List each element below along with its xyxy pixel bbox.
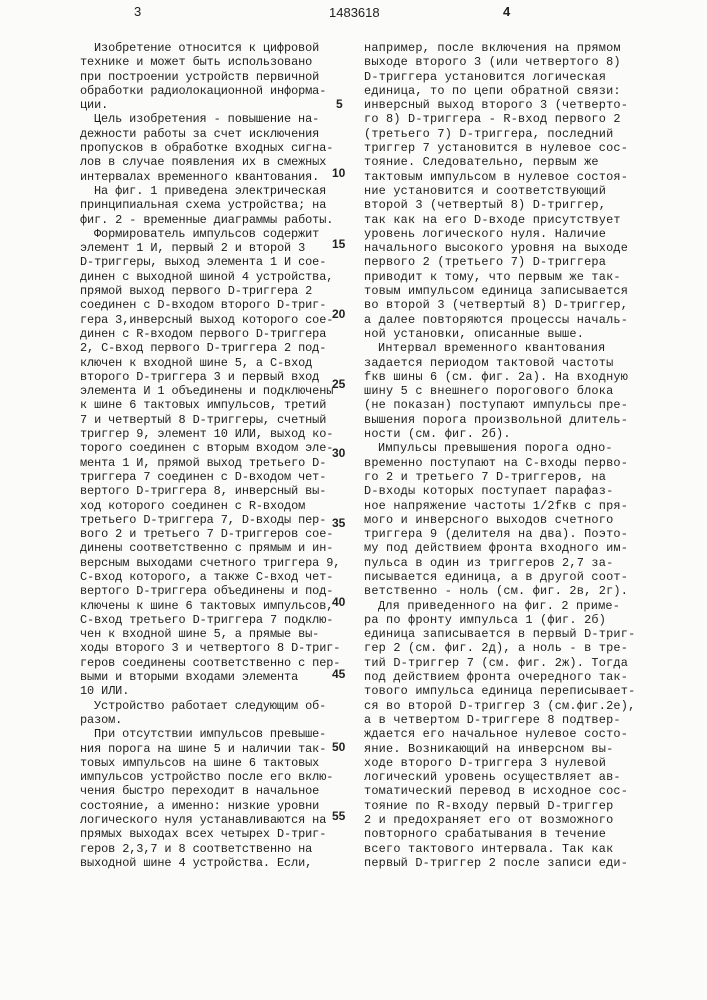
text-line: принципиальная схема устройства; на bbox=[80, 198, 340, 212]
text-line: инверсный выход второго 3 (четверто- bbox=[364, 98, 635, 112]
text-line: торого соединен с вторым входом эле- bbox=[80, 441, 340, 455]
text-line: а далее повторяются процессы началь- bbox=[364, 313, 635, 327]
text-line: триггера 7 соединен с D-входом чет- bbox=[80, 470, 340, 484]
text-line: При отсутствии импульсов превыше- bbox=[80, 727, 340, 741]
text-line: третьего D-триггера 7, D-входы пер- bbox=[80, 513, 340, 527]
text-line: второй 3 (четвертый 8) D-триггер, bbox=[364, 198, 635, 212]
text-line: второго D-триггера 3 и первый вход bbox=[80, 370, 340, 384]
line-number: 5 bbox=[336, 97, 343, 111]
text-line: шину 5 с внешнего порогового блока bbox=[364, 384, 635, 398]
text-line: вертого D-триггера объединены и под- bbox=[80, 584, 340, 598]
text-line: элемент 1 И, первый 2 и второй 3 bbox=[80, 241, 340, 255]
right-text-column bbox=[364, 41, 635, 870]
text-line: триггер 9, элемент 10 ИЛИ, выход ко- bbox=[80, 427, 340, 441]
text-line: обработки радиолокационной информа- bbox=[80, 84, 340, 98]
text-line: при построении устройств первичной bbox=[80, 70, 340, 84]
text-line: 2, С-вход первого D-триггера 2 под- bbox=[80, 341, 340, 355]
text-line: Изобретение относится к цифровой bbox=[80, 41, 340, 55]
text-line: ключены к шине 6 тактовых импульсов, bbox=[80, 599, 340, 613]
patent-number: 1483618 bbox=[329, 5, 380, 20]
text-line: С-вход третьего D-триггера 7 подклю- bbox=[80, 613, 340, 627]
text-line: товых импульсов на шине 6 тактовых bbox=[80, 756, 340, 770]
text-line: всего тактового интервала. Так как bbox=[364, 842, 635, 856]
text-line: С-вход которого, а также С-вход чет- bbox=[80, 570, 340, 584]
line-number: 35 bbox=[332, 516, 345, 530]
text-line: мого и инверсного выходов счетного bbox=[364, 513, 635, 527]
text-line: первого 2 (третьего 7) D-триггера bbox=[364, 255, 635, 269]
text-line: выходной шине 4 устройства. Если, bbox=[80, 856, 340, 870]
text-line: ветственно - ноль (см. фиг. 2в, 2г). bbox=[364, 584, 635, 598]
text-line: пульса в один из триггеров 2,7 за- bbox=[364, 556, 635, 570]
left-text-column bbox=[80, 41, 340, 870]
text-line: лов в случае появления их в смежных bbox=[80, 155, 340, 169]
text-line: прямой выход первого D-триггера 2 bbox=[80, 284, 340, 298]
text-line: так как на его D-входе присутствует bbox=[364, 213, 635, 227]
text-line: динены соответственно с прямым и ин- bbox=[80, 541, 340, 555]
text-line: мента 1 И, прямой выход третьего D- bbox=[80, 456, 340, 470]
text-line: технике и может быть использовано bbox=[80, 55, 340, 69]
text-line: ние установится и соответствующий bbox=[364, 184, 635, 198]
text-line: ход которого соединен с R-входом bbox=[80, 499, 340, 513]
text-line: тактовым импульсом в нулевое состоя- bbox=[364, 170, 635, 184]
text-line: На фиг. 1 приведена электрическая bbox=[80, 184, 340, 198]
text-line: D-входы которых поступает парафаз- bbox=[364, 484, 635, 498]
text-line: логического нуля устанавливаются на bbox=[80, 813, 340, 827]
text-line: ходы второго 3 и четвертого 8 D-триг- bbox=[80, 641, 340, 655]
line-number: 25 bbox=[332, 377, 345, 391]
text-line: Цель изобретения - повышение на- bbox=[80, 112, 340, 126]
line-number: 40 bbox=[332, 595, 345, 609]
line-number: 15 bbox=[332, 237, 345, 251]
text-line: fкв шины 6 (см. фиг. 2а). На входную bbox=[364, 370, 635, 384]
text-line: единица, то по цепи обратной связи: bbox=[364, 84, 635, 98]
text-line: Устройство работает следующим об- bbox=[80, 699, 340, 713]
text-line: дежности работы за счет исключения bbox=[80, 127, 340, 141]
text-line: первый D-триггер 2 после записи еди- bbox=[364, 856, 635, 870]
text-line: динен с выходной шиной 4 устройства, bbox=[80, 270, 340, 284]
text-line: тового импульса единица переписывает- bbox=[364, 684, 635, 698]
line-number: 45 bbox=[332, 667, 345, 681]
text-line: ключен к входной шине 5, а С-вход bbox=[80, 356, 340, 370]
text-line: вертого D-триггера 8, инверсный вы- bbox=[80, 484, 340, 498]
text-line: приводит к тому, что первым же так- bbox=[364, 270, 635, 284]
text-line: 10 ИЛИ. bbox=[80, 684, 340, 698]
text-line: уровень логического нуля. Наличие bbox=[364, 227, 635, 241]
line-number: 55 bbox=[332, 809, 345, 823]
left-page-number: 3 bbox=[134, 4, 141, 19]
text-line: писывается единица, а в другой соот- bbox=[364, 570, 635, 584]
text-line: к шине 6 тактовых импульсов, третий bbox=[80, 398, 340, 412]
text-line: ной установки, описанные выше. bbox=[364, 327, 635, 341]
text-line: временно поступают на С-входы перво- bbox=[364, 456, 635, 470]
text-line: выходе второго 3 (или четвертого 8) bbox=[364, 55, 635, 69]
text-line: логический уровень осуществляет ав- bbox=[364, 770, 635, 784]
text-line: тий D-триггер 7 (см. фиг. 2ж). Тогда bbox=[364, 656, 635, 670]
text-line: динен с R-входом первого D-триггера bbox=[80, 327, 340, 341]
text-line: геров соединены соответственно с пер- bbox=[80, 656, 340, 670]
text-line: Интервал временного квантования bbox=[364, 341, 635, 355]
right-page-number: 4 bbox=[503, 4, 510, 19]
text-line: 2 и предохраняет его от возможного bbox=[364, 813, 635, 827]
text-line: под действием фронта очередного так- bbox=[364, 670, 635, 684]
text-line: разом. bbox=[80, 713, 340, 727]
text-line: Для приведенного на фиг. 2 приме- bbox=[364, 599, 635, 613]
text-line: ния порога на шине 5 и наличии так- bbox=[80, 742, 340, 756]
text-line: ся во второй D-триггер 3 (см.фиг.2е), bbox=[364, 699, 635, 713]
text-line: состояние, а именно: низкие уровни bbox=[80, 799, 340, 813]
text-line: D-триггера установится логическая bbox=[364, 70, 635, 84]
text-line: задается периодом тактовой частоты bbox=[364, 356, 635, 370]
text-line: (третьего 7) D-триггера, последний bbox=[364, 127, 635, 141]
text-line: например, после включения на прямом bbox=[364, 41, 635, 55]
text-line: го 2 и третьего 7 D-триггеров, на bbox=[364, 470, 635, 484]
text-line: элемента И 1 объединены и подключены bbox=[80, 384, 340, 398]
text-line: вышения порога произвольной длитель- bbox=[364, 413, 635, 427]
text-line: гер 2 (см. фиг. 2д), а ноль - в тре- bbox=[364, 641, 635, 655]
text-line: чения быстро переходит в начальное bbox=[80, 784, 340, 798]
line-number: 50 bbox=[332, 740, 345, 754]
text-line: гера 3,инверсный выход которого сое- bbox=[80, 313, 340, 327]
text-line: тояние по R-входу первый D-триггер bbox=[364, 799, 635, 813]
text-line: начального высокого уровня на выходе bbox=[364, 241, 635, 255]
text-line: D-триггеры, выход элемента 1 И сое- bbox=[80, 255, 340, 269]
text-line: триггер 7 установится в нулевое сос- bbox=[364, 141, 635, 155]
text-line: яние. Возникающий на инверсном вы- bbox=[364, 742, 635, 756]
text-line: го 8) D-триггера - R-вход первого 2 bbox=[364, 112, 635, 126]
text-line: интервалах временного квантования. bbox=[80, 170, 340, 184]
text-line: импульсов устройство после его вклю- bbox=[80, 770, 340, 784]
text-line: ности (см. фиг. 2б). bbox=[364, 427, 635, 441]
text-line: выми и вторыми входами элемента bbox=[80, 670, 340, 684]
text-line: тояние. Следовательно, первым же bbox=[364, 155, 635, 169]
text-line: пропусков в обработке входных сигна- bbox=[80, 141, 340, 155]
text-line: томатический перевод в исходное сос- bbox=[364, 784, 635, 798]
text-line: триггера 9 (делителя на два). Поэто- bbox=[364, 527, 635, 541]
text-line: повторного срабатывания в течение bbox=[364, 827, 635, 841]
text-line: чен к входной шине 5, а прямые вы- bbox=[80, 627, 340, 641]
text-line: товым импульсом единица записывается bbox=[364, 284, 635, 298]
text-line: ра по фронту импульса 1 (фиг. 2б) bbox=[364, 613, 635, 627]
text-line: ходе второго D-триггера 3 нулевой bbox=[364, 756, 635, 770]
line-number: 20 bbox=[332, 307, 345, 321]
text-line: ждается его начальное нулевое состо- bbox=[364, 727, 635, 741]
text-line: единица записывается в первый D-триг- bbox=[364, 627, 635, 641]
text-line: (не показан) поступают импульсы пре- bbox=[364, 398, 635, 412]
text-line: прямых выходах всех четырех D-триг- bbox=[80, 827, 340, 841]
text-line: фиг. 2 - временные диаграммы работы. bbox=[80, 213, 340, 227]
line-number: 30 bbox=[332, 446, 345, 460]
text-line: соединен с D-входом второго D-триг- bbox=[80, 298, 340, 312]
text-line: геров 2,3,7 и 8 соответственно на bbox=[80, 842, 340, 856]
line-number: 10 bbox=[332, 166, 345, 180]
text-line: Формирователь импульсов содержит bbox=[80, 227, 340, 241]
text-line: вого 2 и третьего 7 D-триггеров сое- bbox=[80, 527, 340, 541]
text-line: 7 и четвертый 8 D-триггеры, счетный bbox=[80, 413, 340, 427]
text-line: Импульсы превышения порога одно- bbox=[364, 441, 635, 455]
text-line: а в четвертом D-триггере 8 подтвер- bbox=[364, 713, 635, 727]
text-line: му под действием фронта входного им- bbox=[364, 541, 635, 555]
text-line: версным выходами счетного триггера 9, bbox=[80, 556, 340, 570]
text-line: во второй 3 (четвертый 8) D-триггер, bbox=[364, 298, 635, 312]
text-line: ции. bbox=[80, 98, 340, 112]
text-line: ное напряжение частоты 1/2fкв с пря- bbox=[364, 499, 635, 513]
